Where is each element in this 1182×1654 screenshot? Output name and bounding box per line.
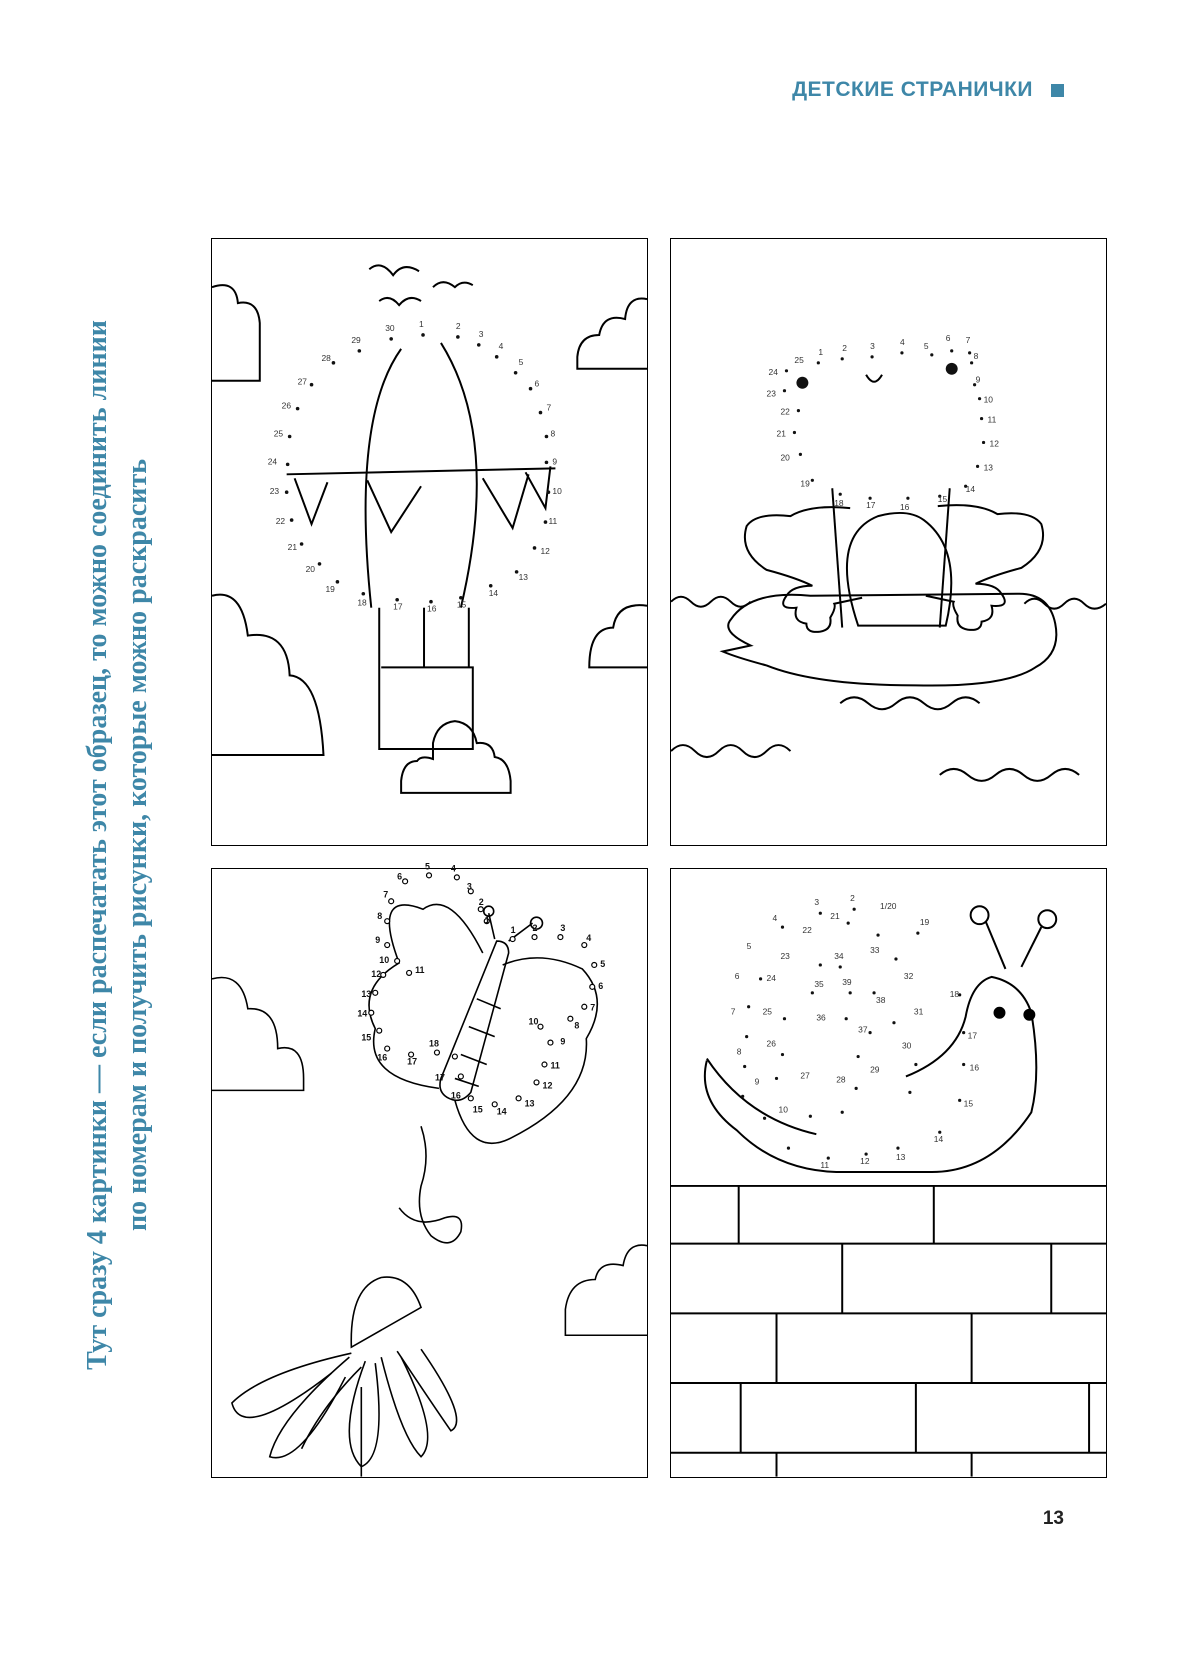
svg-text:19: 19 xyxy=(325,583,335,594)
svg-text:5: 5 xyxy=(923,340,929,351)
svg-text:14: 14 xyxy=(488,587,499,598)
svg-text:1: 1 xyxy=(510,925,516,936)
svg-text:1/20: 1/20 xyxy=(880,901,897,912)
svg-text:13: 13 xyxy=(895,1152,906,1163)
svg-text:8: 8 xyxy=(377,911,383,922)
svg-text:14: 14 xyxy=(933,1134,944,1145)
svg-text:16: 16 xyxy=(969,1062,980,1073)
svg-text:6: 6 xyxy=(397,871,403,882)
svg-text:9: 9 xyxy=(754,1076,760,1087)
svg-text:7: 7 xyxy=(730,1006,736,1017)
svg-text:22: 22 xyxy=(802,925,812,936)
svg-text:11: 11 xyxy=(820,1160,830,1171)
svg-text:39: 39 xyxy=(842,976,852,987)
svg-text:8: 8 xyxy=(973,350,979,361)
svg-text:12: 12 xyxy=(542,1080,553,1091)
svg-text:26: 26 xyxy=(281,400,292,411)
svg-text:25: 25 xyxy=(762,1006,772,1017)
svg-text:21: 21 xyxy=(830,911,840,922)
svg-text:17: 17 xyxy=(967,1030,978,1041)
svg-text:20: 20 xyxy=(780,452,790,463)
caption-line-1: Тут сразу 4 картинки — если распечатать этот образец, то можно соединить линии xyxy=(82,320,113,1370)
panel-balloon xyxy=(211,238,648,846)
svg-text:3: 3 xyxy=(870,340,875,351)
snail-drawing xyxy=(671,869,1106,1477)
page-header xyxy=(792,78,1064,102)
svg-text:2: 2 xyxy=(850,893,855,904)
svg-text:13: 13 xyxy=(518,571,528,582)
side-caption xyxy=(72,235,178,1455)
svg-text:8: 8 xyxy=(574,1020,580,1031)
svg-text:1: 1 xyxy=(818,346,824,357)
svg-text:19: 19 xyxy=(919,917,930,928)
svg-text:17: 17 xyxy=(393,601,403,612)
svg-text:18: 18 xyxy=(429,1038,439,1049)
svg-text:11: 11 xyxy=(548,516,558,527)
svg-text:12: 12 xyxy=(989,438,999,449)
svg-text:8: 8 xyxy=(550,428,556,439)
svg-text:16: 16 xyxy=(377,1052,388,1063)
svg-text:33: 33 xyxy=(870,945,880,956)
svg-text:17: 17 xyxy=(434,1072,445,1083)
svg-text:4: 4 xyxy=(899,336,905,347)
svg-text:22: 22 xyxy=(780,406,790,417)
svg-text:15: 15 xyxy=(963,1098,974,1109)
svg-text:15: 15 xyxy=(937,494,948,505)
svg-text:2: 2 xyxy=(532,923,538,934)
svg-text:2: 2 xyxy=(478,897,484,908)
svg-text:2: 2 xyxy=(455,320,461,331)
frog-drawing xyxy=(671,239,1106,845)
svg-text:12: 12 xyxy=(860,1156,870,1167)
svg-text:13: 13 xyxy=(361,988,372,999)
svg-text:24: 24 xyxy=(267,456,278,467)
svg-text:18: 18 xyxy=(357,597,367,608)
svg-text:8: 8 xyxy=(736,1046,742,1057)
svg-text:13: 13 xyxy=(524,1098,535,1109)
svg-text:28: 28 xyxy=(321,352,331,363)
svg-text:3: 3 xyxy=(814,897,820,908)
svg-text:7: 7 xyxy=(590,1002,596,1013)
svg-text:11: 11 xyxy=(550,1060,560,1071)
svg-text:9: 9 xyxy=(375,935,381,946)
svg-text:6: 6 xyxy=(598,980,604,991)
svg-text:25: 25 xyxy=(273,428,284,439)
svg-text:17: 17 xyxy=(407,1056,418,1067)
balloon-drawing xyxy=(212,239,647,845)
svg-text:1: 1 xyxy=(484,915,490,926)
svg-text:29: 29 xyxy=(351,334,361,345)
svg-text:10: 10 xyxy=(552,486,562,497)
svg-text:32: 32 xyxy=(903,970,914,981)
svg-text:23: 23 xyxy=(766,388,776,399)
svg-text:13: 13 xyxy=(983,462,993,473)
svg-text:16: 16 xyxy=(427,603,437,614)
svg-text:7: 7 xyxy=(965,334,971,345)
panel-frog xyxy=(670,238,1107,846)
svg-text:14: 14 xyxy=(357,1008,368,1019)
svg-text:34: 34 xyxy=(834,950,844,961)
svg-text:3: 3 xyxy=(466,881,472,892)
svg-text:17: 17 xyxy=(866,500,876,511)
butterfly-drawing xyxy=(212,861,647,1477)
svg-text:14: 14 xyxy=(965,484,976,495)
svg-text:29: 29 xyxy=(870,1064,880,1075)
svg-text:4: 4 xyxy=(498,340,504,351)
page-number: 13 xyxy=(1042,1508,1064,1529)
svg-text:36: 36 xyxy=(816,1012,826,1023)
svg-text:16: 16 xyxy=(899,502,910,513)
svg-text:6: 6 xyxy=(945,332,951,343)
svg-text:15: 15 xyxy=(361,1032,372,1043)
svg-text:16: 16 xyxy=(450,1090,461,1101)
svg-text:11: 11 xyxy=(415,964,425,975)
svg-text:11: 11 xyxy=(987,414,997,425)
svg-text:24: 24 xyxy=(766,972,776,983)
svg-text:30: 30 xyxy=(385,322,395,333)
svg-text:12: 12 xyxy=(371,968,382,979)
svg-text:28: 28 xyxy=(836,1074,846,1085)
svg-text:23: 23 xyxy=(780,950,790,961)
svg-text:26: 26 xyxy=(766,1038,776,1049)
svg-text:5: 5 xyxy=(518,356,524,367)
svg-text:37: 37 xyxy=(858,1024,868,1035)
svg-text:15: 15 xyxy=(472,1104,483,1115)
svg-text:22: 22 xyxy=(275,516,286,527)
svg-text:10: 10 xyxy=(528,1016,539,1027)
svg-text:20: 20 xyxy=(305,563,315,574)
svg-text:10: 10 xyxy=(379,954,390,965)
svg-text:9: 9 xyxy=(552,456,558,467)
svg-text:3: 3 xyxy=(478,328,484,339)
svg-text:6: 6 xyxy=(534,378,540,389)
svg-text:6: 6 xyxy=(734,970,740,981)
svg-text:30: 30 xyxy=(901,1040,912,1051)
svg-text:7: 7 xyxy=(546,402,552,413)
svg-text:15: 15 xyxy=(456,599,467,610)
svg-text:23: 23 xyxy=(269,486,280,497)
svg-text:4: 4 xyxy=(450,863,456,874)
svg-text:5: 5 xyxy=(425,861,431,872)
svg-text:4: 4 xyxy=(586,933,592,944)
svg-text:19: 19 xyxy=(800,478,810,489)
panel-snail xyxy=(670,868,1107,1478)
svg-text:3: 3 xyxy=(560,923,566,934)
svg-text:7: 7 xyxy=(383,889,389,900)
svg-text:35: 35 xyxy=(814,978,824,989)
square-marker-icon xyxy=(1051,84,1064,97)
svg-text:27: 27 xyxy=(800,1070,810,1081)
svg-text:10: 10 xyxy=(778,1104,788,1115)
svg-text:38: 38 xyxy=(876,994,886,1005)
svg-text:27: 27 xyxy=(297,376,308,387)
caption-line-2: по номерам и получить рисунки, которые можно раскрасить xyxy=(122,458,153,1232)
svg-text:9: 9 xyxy=(560,1036,566,1047)
svg-text:25: 25 xyxy=(794,354,804,365)
svg-text:1: 1 xyxy=(419,318,424,329)
svg-text:5: 5 xyxy=(746,941,752,952)
svg-text:21: 21 xyxy=(776,428,786,439)
section-title: ДЕТСКИЕ СТРАНИЧКИ xyxy=(792,78,1033,101)
panel-butterfly xyxy=(211,861,648,1478)
svg-text:18: 18 xyxy=(949,988,960,999)
svg-text:12: 12 xyxy=(540,545,550,556)
svg-text:31: 31 xyxy=(913,1006,924,1017)
svg-text:4: 4 xyxy=(772,913,778,924)
svg-text:5: 5 xyxy=(600,958,606,969)
svg-text:9: 9 xyxy=(975,374,981,385)
svg-text:18: 18 xyxy=(834,498,844,509)
svg-text:24: 24 xyxy=(768,366,778,377)
svg-text:21: 21 xyxy=(287,541,298,552)
svg-text:10: 10 xyxy=(983,394,993,405)
svg-text:14: 14 xyxy=(496,1106,507,1117)
svg-text:2: 2 xyxy=(842,342,847,353)
